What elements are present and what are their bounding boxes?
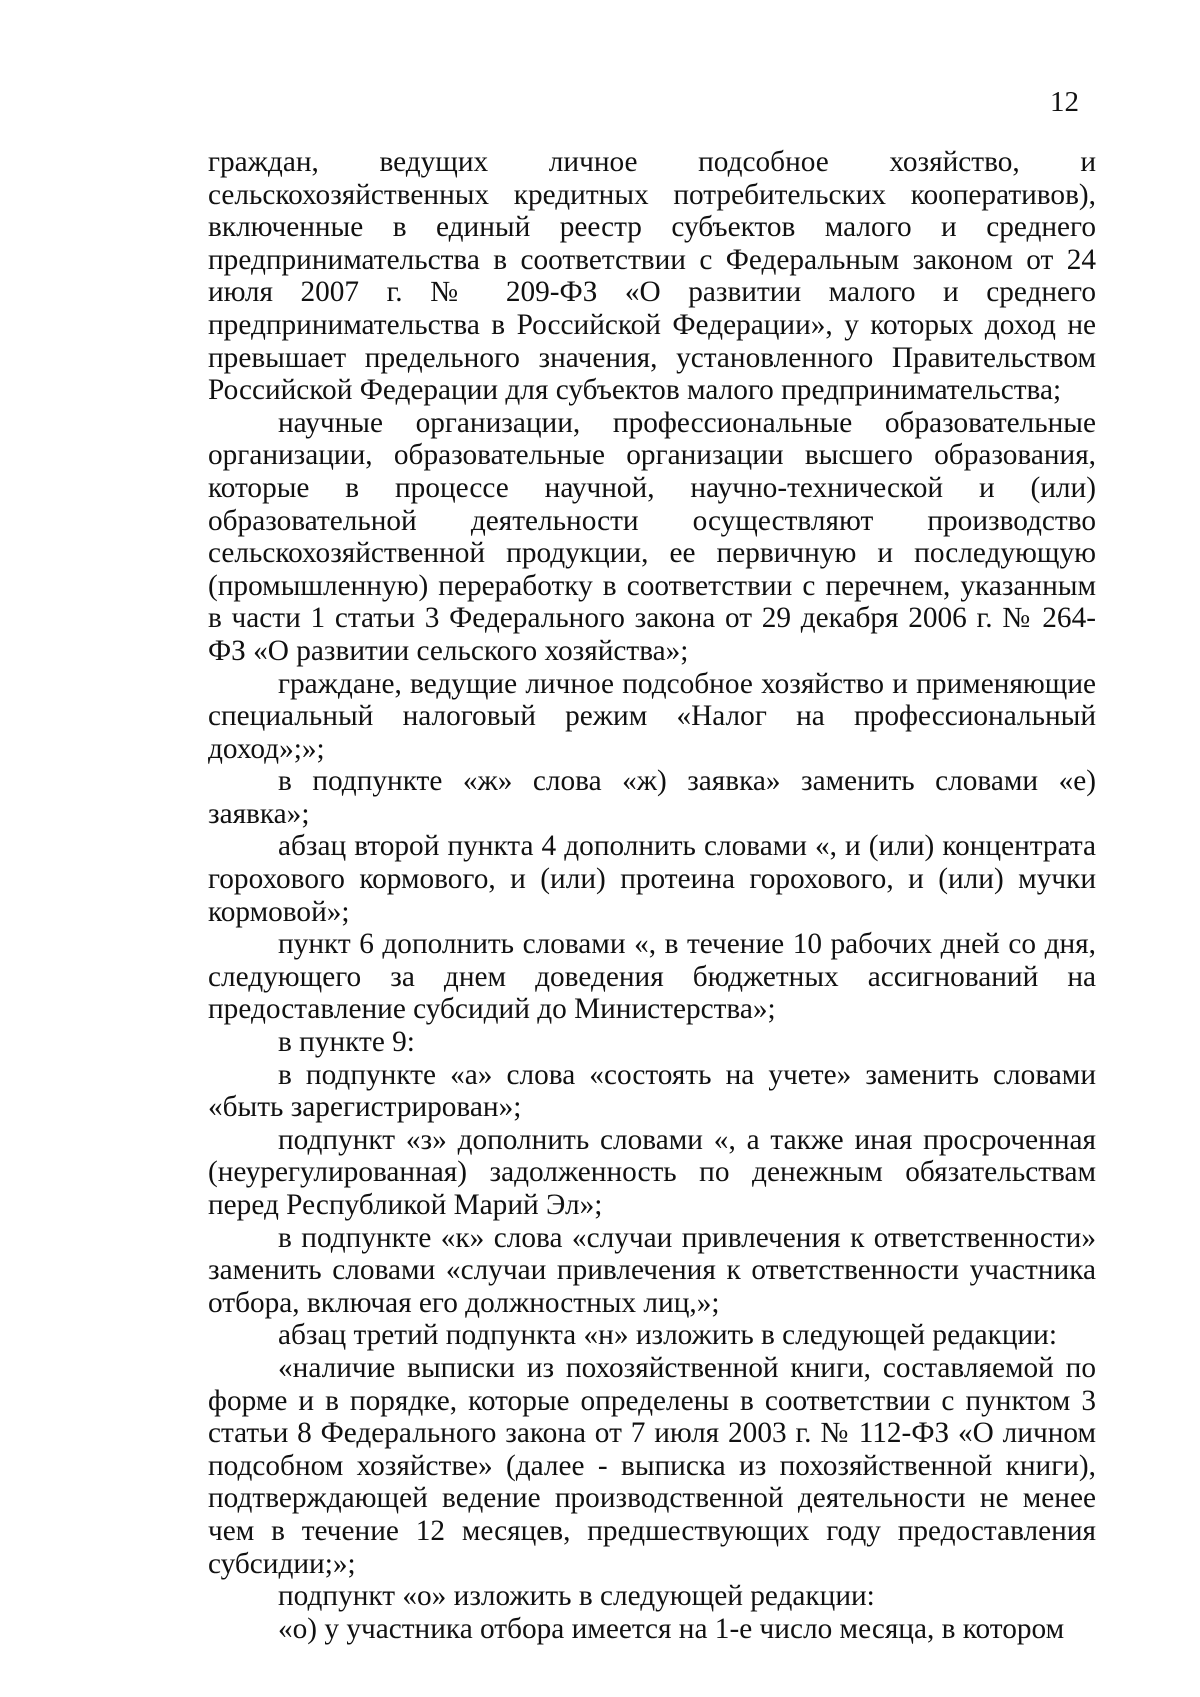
paragraph-extract: «наличие выписки из похозяйственной книги, составляемой по форме и в порядке, которые определены в соответствии с пунктом 3 статьи 8 Федерального закона от 7 июля 2003 г. № 112-ФЗ «О личном подсобном хозяйстве» (далее - выписка из похозяйственной книги), подтверждающей ведение производственной деятельности не менее чем в течение 12 месяцев, предшествующих году предоставления субсидии;»; [208,1351,1096,1580]
paragraph-point-6: пункт 6 дополнить словами «, в течение 10 рабочих дней со дня, следующего за днем доведения бюджетных ассигнований на предоставление субсидий до Министерства»; [208,928,1096,1026]
paragraph-scientific-organizations: научные организации, профессиональные образовательные организации, образовательные организации высшего образования, которые в процессе научной, научно-технической и (или) образовательной деятельности осуществляют производство сельскохозяйственной продукции, ее первичную и последующую (промышленную) переработку в соответствии с перечнем, указанным в части 1 статьи 3 Федерального закона от 29 декабря 2006 г. № 264-ФЗ «О развитии сельского хозяйства»; [208,406,1096,667]
paragraph-citizens: граждане, ведущие личное подсобное хозяйство и применяющие специальный налоговый режим «Налог на профессиональный доход»;»; [208,667,1096,765]
paragraph-subpoint-o: подпункт «о» изложить в следующей редакции: [278,1580,875,1613]
document-body [208,146,1096,1645]
page-number: 12 [1050,86,1079,118]
paragraph-subpoint-a: в подпункте «а» слова «состоять на учете» заменить словами «быть зарегистрирован»; [208,1058,1096,1124]
paragraph-subpoint-z: подпункт «з» дополнить словами «, а также иная просроченная (неурегулированная) задолженность по денежным обязательствам перед Республикой Марий Эл»; [208,1123,1096,1221]
paragraph-point-4: абзац второй пункта 4 дополнить словами «, и (или) концентрата горохового кормового, и (или) протеина горохового, и (или) мучки кормовой»; [208,830,1096,928]
paragraph-point-9: в пункте 9: [278,1026,415,1059]
paragraph-subpoint-zh: в подпункте «ж» слова «ж) заявка» заменить словами «е) заявка»; [208,765,1096,830]
paragraph-continued: граждан, ведущих личное подсобное хозяйство, и сельскохозяйственных кредитных потребительских кооперативов), включенные в единый реестр субъектов малого и среднего предпринимательства в соответствии с Федеральным законом от 24 июля 2007 г. № 209-ФЗ «О развитии малого и среднего предпринимательства в Российской Федерации», у которых доход не превышает предельного значения, установленного Правительством Российской Федерации для субъектов малого предпринимательства; [208,146,1096,407]
paragraph-subpoint-k: в подпункте «к» слова «случаи привлечения к ответственности» заменить словами «случаи привлечения к ответственности участника отбора, включая его должностных лиц,»; [208,1221,1096,1319]
paragraph-subpoint-o-text: «о) у участника отбора имеется на 1-е число месяца, в котором [278,1612,1065,1645]
paragraph-subpoint-n: абзац третий подпункта «н» изложить в следующей редакции: [278,1319,1057,1352]
